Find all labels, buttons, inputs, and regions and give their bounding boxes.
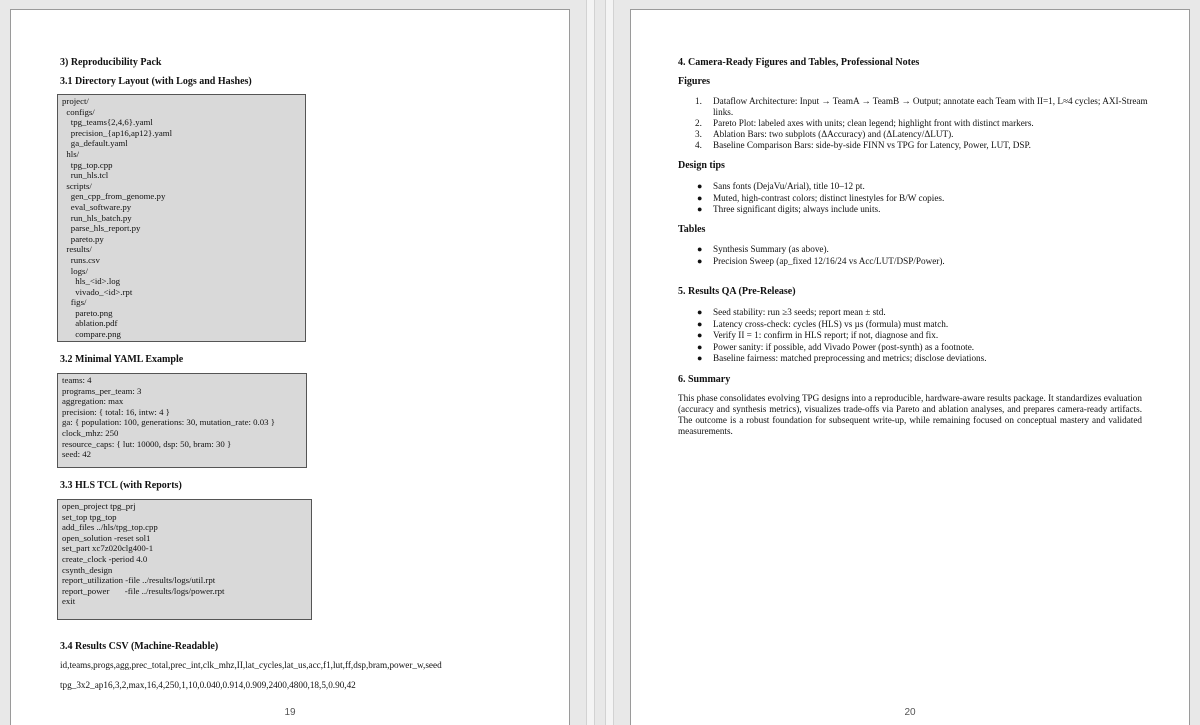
directory-tree-line: run_hls.tcl — [62, 170, 109, 181]
csv-data-row: tpg_3x2_ap16,3,2,max,16,4,250,1,10,0.040,0.914,0.909,2400,4800,18,5,0.90,42 — [60, 680, 356, 690]
qa-list-item — [679, 319, 1159, 331]
list-item-text: Synthesis Summary (as above). — [713, 244, 829, 254]
design-tip-item — [679, 193, 1159, 205]
list-item-text: Latency cross-check: cycles (HLS) vs µs (formula) must match. — [713, 318, 949, 329]
qa-list-item — [679, 353, 1159, 365]
section-heading-camera-ready: 4. Camera-Ready Figures and Tables, Professional Notes — [678, 57, 920, 68]
bullet-icon: ● — [697, 192, 703, 203]
table-list-item — [679, 256, 1159, 268]
section-heading-yaml-example: 3.2 Minimal YAML Example — [60, 354, 184, 365]
directory-tree-line: eval_software.py — [62, 201, 132, 212]
yaml-line: programs_per_team: 3 — [62, 385, 142, 396]
bullet-icon: ● — [697, 341, 703, 352]
tcl-line: csynth_design — [62, 564, 113, 575]
directory-tree-line: hls/ — [62, 148, 80, 159]
yaml-line: resource_caps: { lut: 10000, dsp: 50, bram: 30 } — [62, 438, 232, 449]
section-heading-reproducibility: 3) Reproducibility Pack — [60, 57, 162, 68]
directory-tree-line: pareto.py — [62, 233, 104, 244]
directory-tree-line: hls_<id>.log — [62, 276, 121, 287]
tcl-line: open_project tpg_prj — [62, 501, 136, 511]
subheading-design-tips: Design tips — [678, 160, 725, 171]
csv-header-line: id,teams,progs,agg,prec_total,prec_int,clk_mhz,II,lat_cycles,lat_us,acc,f1,lut,ff,dsp,bram,power_w,seed — [60, 660, 442, 670]
directory-tree-line: ga_default.yaml — [62, 138, 128, 149]
subheading-figures: Figures — [678, 76, 711, 87]
directory-tree-codebox — [57, 94, 306, 342]
directory-tree-line: run_hls_batch.py — [62, 212, 132, 223]
page-gutter-left — [586, 0, 595, 725]
bullet-icon: ● — [697, 318, 703, 329]
figure-list-item — [679, 96, 1159, 118]
tcl-line: set_top tpg_top — [62, 511, 117, 522]
bullet-icon: ● — [697, 255, 703, 266]
summary-paragraph: This phase consolidates evolving TPG designs into a reproducible, hardware-aware results package. It standardizes evaluation (accuracy and synthesis metrics), visualizes trade-offs via Pareto and ablation analyses, and prepares camera-ready artifacts. The outcome is a robust foundation for subsequent write-up, while remaining focused on conceptual mastery and validated measurements. — [678, 393, 1142, 436]
yaml-line: teams: 4 — [62, 375, 92, 385]
qa-list-item — [679, 307, 1159, 319]
section-heading-directory-layout: 3.1 Directory Layout (with Logs and Hashes) — [60, 76, 252, 87]
qa-list-item — [679, 330, 1159, 342]
list-number: 4. — [695, 140, 702, 150]
bullet-icon: ● — [697, 244, 703, 254]
section-heading-hls-tcl: 3.3 HLS TCL (with Reports) — [60, 480, 182, 491]
figures-list — [679, 96, 1159, 151]
directory-tree-line: gen_cpp_from_genome.py — [62, 191, 166, 202]
directory-tree-line: tpg_teams{2,4,6}.yaml — [62, 117, 153, 128]
bullet-icon: ● — [697, 353, 703, 364]
section-heading-results-qa: 5. Results QA (Pre-Release) — [678, 286, 796, 297]
list-item-text: Muted, high-contrast colors; distinct linestyles for B/W copies. — [713, 192, 945, 203]
bullet-icon: ● — [697, 204, 703, 215]
tables-list — [679, 244, 1159, 267]
list-item-text: Baseline fairness: matched preprocessing and metrics; disclose deviations. — [713, 353, 987, 364]
list-item-text: Dataflow Architecture: Input → TeamA → TeamB → Output; annotate each Team with II=1, L≈4 cycles; AXI-Stream links. — [713, 96, 1148, 117]
yaml-line: precision: { total: 16, intw: 4 } — [62, 406, 170, 417]
directory-tree-line: logs/ — [62, 265, 88, 276]
directory-tree-line: figs/ — [62, 297, 87, 308]
figure-list-item — [679, 118, 1159, 129]
bullet-icon: ● — [697, 307, 703, 317]
tcl-line: create_clock -period 4.0 — [62, 553, 148, 564]
yaml-line: aggregation: max — [62, 396, 124, 407]
bullet-icon: ● — [697, 330, 703, 341]
list-number: 3. — [695, 129, 702, 139]
section-heading-summary: 6. Summary — [678, 374, 731, 385]
directory-tree-line: configs/ — [62, 106, 95, 117]
qa-list-item — [679, 342, 1159, 354]
directory-tree-line: precision_{ap16,ap12}.yaml — [62, 127, 173, 138]
figure-list-item — [679, 129, 1159, 140]
page-number: 20 — [904, 707, 916, 718]
directory-tree-line: scripts/ — [62, 180, 92, 191]
tcl-line: exit — [62, 596, 76, 607]
list-item-text: Three significant digits; always include units. — [713, 204, 881, 215]
tcl-line: add_files ../hls/tpg_top.cpp — [62, 522, 158, 533]
figure-list-item — [679, 140, 1159, 151]
tcl-line: set_part xc7z020clg400-1 — [62, 543, 154, 554]
yaml-line: clock_mhz: 250 — [62, 427, 119, 438]
section-heading-results-csv: 3.4 Results CSV (Machine-Readable) — [60, 641, 219, 652]
yaml-line: seed: 42 — [62, 449, 92, 460]
list-item-text: Verify II = 1: confirm in HLS report; if not, diagnose and fix. — [713, 330, 939, 341]
list-item-text: Power sanity: if possible, add Vivado Power (post-synth) as a footnote. — [713, 341, 975, 352]
list-number: 2. — [695, 118, 702, 128]
tcl-line: report_utilization -file ../results/logs/util.rpt — [62, 575, 216, 586]
list-item-text: Precision Sweep (ap_fixed 12/16/24 vs Acc/LUT/DSP/Power). — [713, 255, 945, 266]
list-number: 1. — [695, 96, 702, 106]
list-item-text: Pareto Plot: labeled axes with units; clean legend; highlight front with distinct markers. — [713, 118, 1034, 128]
list-item-text: Baseline Comparison Bars: side-by-side FINN vs TPG for Latency, Power, LUT, DSP. — [713, 140, 1031, 150]
directory-tree-line: project/ — [62, 96, 89, 106]
yaml-line: ga: { population: 100, generations: 30, mutation_rate: 0.03 } — [62, 417, 275, 428]
page-gutter-right — [605, 0, 614, 725]
results-qa-list — [679, 307, 1159, 365]
directory-tree-line: runs.csv — [62, 254, 100, 265]
list-item-text: Seed stability: run ≥3 seeds; report mean ± std. — [713, 307, 886, 317]
directory-tree-line: compare.png — [62, 329, 121, 340]
design-tips-list — [679, 181, 1159, 216]
list-item-text: Ablation Bars: two subplots (ΔAccuracy) and (ΔLatency/ΔLUT). — [713, 129, 954, 139]
page-number: 19 — [284, 707, 296, 718]
tcl-line: open_solution -reset sol1 — [62, 532, 151, 543]
design-tip-item — [679, 181, 1159, 193]
design-tip-item — [679, 204, 1159, 216]
bullet-icon: ● — [697, 181, 703, 191]
directory-tree-line: results/ — [62, 244, 92, 255]
table-list-item — [679, 244, 1159, 256]
directory-tree-line: vivado_<id>.rpt — [62, 286, 133, 297]
list-item-text: Sans fonts (DejaVu/Arial), title 10–12 pt. — [713, 181, 865, 191]
directory-tree-line: ablation.pdf — [62, 318, 118, 329]
tcl-line: report_power -file ../results/logs/power.rpt — [62, 585, 225, 596]
directory-tree-line: tpg_top.cpp — [62, 159, 113, 170]
hls-tcl-codebox — [57, 499, 312, 620]
subheading-tables: Tables — [678, 224, 706, 235]
yaml-example-codebox — [57, 373, 307, 468]
directory-tree-line: pareto.png — [62, 307, 113, 318]
directory-tree-line: parse_hls_report.py — [62, 223, 141, 234]
document-page-19 — [10, 9, 570, 725]
document-page-20 — [630, 9, 1190, 725]
